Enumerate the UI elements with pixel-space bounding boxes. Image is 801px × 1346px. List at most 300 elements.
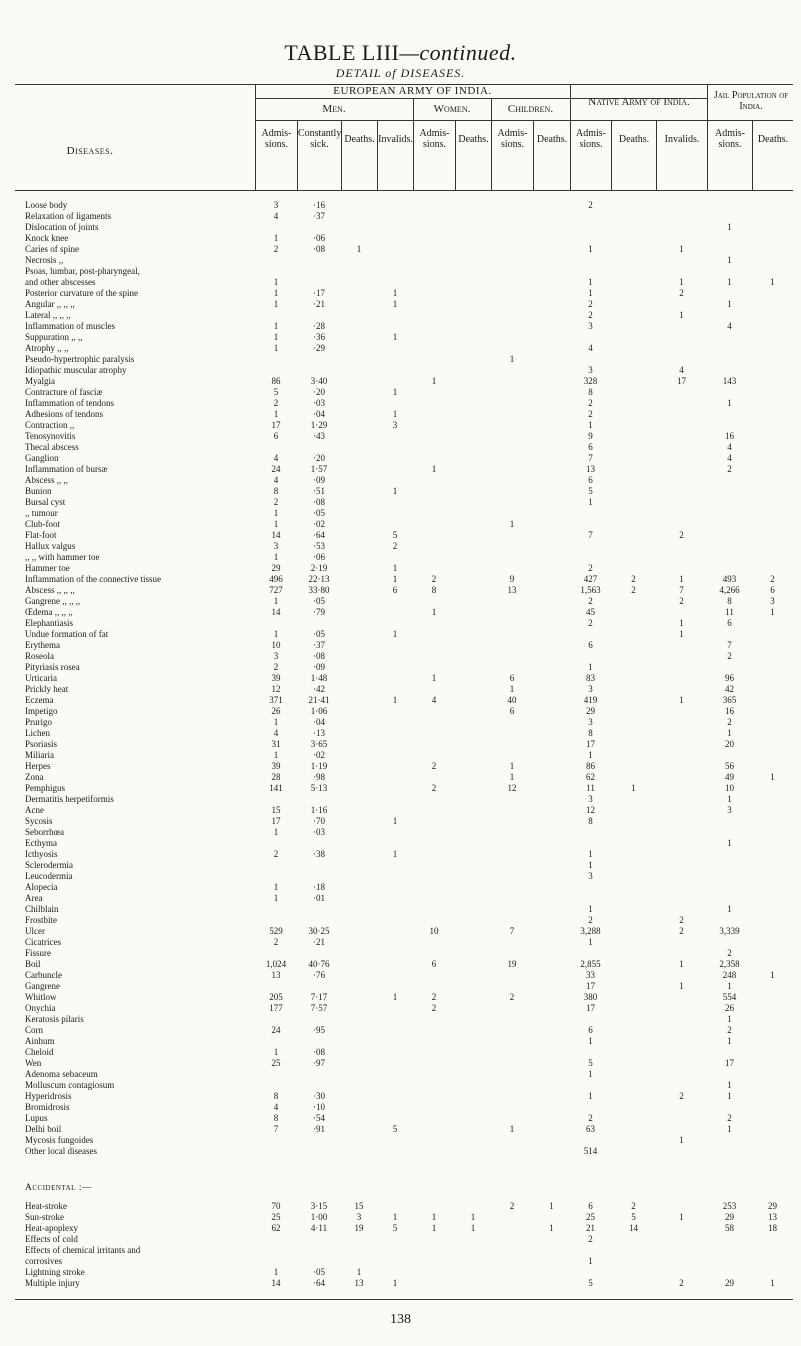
row-cell: 2 <box>727 1113 732 1123</box>
row-cell: ·42 <box>313 684 325 694</box>
row-label: Inflammation of bursæ <box>25 464 108 474</box>
row-cell: 1 <box>770 1278 775 1288</box>
row-cell: 7 <box>727 640 732 650</box>
row-cell: 3·65 <box>310 739 328 749</box>
accident-row <box>15 1256 793 1267</box>
row-cell: 1 <box>631 783 636 793</box>
row-cell: 514 <box>583 1146 598 1156</box>
row-cell: 1 <box>727 904 732 914</box>
row-cell: ·16 <box>313 200 325 210</box>
row-label: Hammer toe <box>25 563 70 573</box>
row-cell: ·05 <box>313 1267 325 1277</box>
table-row <box>15 453 793 464</box>
row-cell: 1 <box>356 1267 362 1277</box>
row-cell: 19 <box>507 959 517 969</box>
row-cell: 17 <box>271 816 281 826</box>
table-row <box>15 893 793 904</box>
table-row <box>15 1058 793 1069</box>
row-cell: 14 <box>271 530 281 540</box>
row-label: Elephantiasis <box>25 618 73 628</box>
row-cell: ·06 <box>313 233 325 243</box>
row-cell: 141 <box>269 783 283 793</box>
row-cell: 2 <box>509 1201 515 1211</box>
row-cell: 8 <box>588 387 593 397</box>
row-cell: 6 <box>588 442 593 452</box>
row-cell: 29 <box>725 1278 734 1288</box>
men-heading: Men. <box>322 103 346 115</box>
row-cell: 1 <box>273 1047 279 1057</box>
row-cell: ·01 <box>313 893 325 903</box>
row-label: Undue formation of fat <box>25 629 109 639</box>
men-admissions-heading: Admis-sions. <box>261 128 292 150</box>
row-cell: ·64 <box>313 530 325 540</box>
row-cell: 529 <box>269 926 283 936</box>
table-row <box>15 1014 793 1025</box>
row-cell: 2 <box>679 1278 684 1288</box>
row-cell: 1 <box>431 607 437 617</box>
row-cell: 3 <box>356 1212 362 1222</box>
row-cell: 1 <box>679 959 684 969</box>
row-cell: ·08 <box>313 651 325 661</box>
row-cell: 2 <box>727 464 732 474</box>
row-cell: 5 <box>273 387 279 397</box>
row-label: Ecthyma <box>25 838 57 848</box>
row-cell: 727 <box>269 585 283 595</box>
row-label: Angular ,, ,, ,, <box>25 299 75 309</box>
row-cell: 14 <box>271 607 281 617</box>
row-cell: 1·06 <box>310 706 328 716</box>
row-cell: 25 <box>271 1212 281 1222</box>
row-cell: 3·40 <box>310 376 328 386</box>
row-cell: 96 <box>725 673 734 683</box>
row-cell: 2 <box>679 1091 684 1101</box>
table-row <box>15 332 793 343</box>
row-cell: 1 <box>431 464 437 474</box>
row-cell: 6 <box>727 618 732 628</box>
row-label: Caries of spine <box>25 244 79 254</box>
row-cell: 16 <box>725 706 734 716</box>
row-cell: 2 <box>588 596 593 606</box>
row-cell: 5 <box>392 1124 398 1134</box>
row-label: Abscess ,, ,, <box>25 475 68 485</box>
row-cell: 33·80 <box>308 585 330 595</box>
table-row <box>15 1135 793 1146</box>
row-cell: 1 <box>588 497 593 507</box>
row-cell: 2 <box>727 948 732 958</box>
table-row <box>15 827 793 838</box>
row-cell: 1 <box>588 420 593 430</box>
table-row <box>15 486 793 497</box>
row-cell: 253 <box>722 1201 737 1211</box>
children-deaths-heading: Deaths. <box>536 134 568 145</box>
row-label: Necrosis ,, <box>25 255 64 265</box>
row-cell: 29 <box>586 706 595 716</box>
row-cell: ·29 <box>313 343 325 353</box>
row-cell: 49 <box>725 772 734 782</box>
row-cell: 6 <box>588 1025 593 1035</box>
row-cell: 1 <box>727 1014 732 1024</box>
row-label: Icthyosis <box>25 849 58 859</box>
row-cell: ·53 <box>313 541 325 551</box>
row-cell: 1 <box>727 838 732 848</box>
row-cell: 1 <box>679 695 684 705</box>
row-cell: 2 <box>631 1201 636 1211</box>
row-cell: 1 <box>588 904 593 914</box>
row-cell: 3 <box>588 321 593 331</box>
row-cell: 5 <box>588 486 593 496</box>
row-cell: 2 <box>588 915 593 925</box>
row-cell: ·38 <box>313 849 325 859</box>
row-cell: ·09 <box>313 662 325 672</box>
row-cell: 14 <box>629 1223 638 1233</box>
row-cell: ·04 <box>313 717 325 727</box>
row-cell: 6 <box>588 1201 593 1211</box>
table-row <box>15 728 793 739</box>
table-row <box>15 838 793 849</box>
row-cell: 1 <box>273 299 279 309</box>
row-cell: 2 <box>431 761 437 771</box>
row-cell: 18 <box>768 1223 777 1233</box>
row-cell: ·05 <box>313 596 325 606</box>
row-cell: 12 <box>507 783 517 793</box>
row-label: Cicatrices <box>25 937 61 947</box>
row-label: Gangrene <box>25 981 60 991</box>
row-label: Dermatitis herpetiformis <box>25 794 114 804</box>
row-cell: 2 <box>509 992 515 1002</box>
row-cell: 17 <box>725 1058 734 1068</box>
row-cell: ·05 <box>313 629 325 639</box>
row-label: Bunion <box>25 486 52 496</box>
row-label: Sclerodermia <box>25 860 73 870</box>
row-cell: ·08 <box>313 497 325 507</box>
row-cell: 6 <box>588 640 593 650</box>
row-cell: 1 <box>273 882 279 892</box>
row-cell: 365 <box>722 695 737 705</box>
row-label: Adenoma sebaceum <box>25 1069 98 1079</box>
row-cell: 1 <box>727 1124 732 1134</box>
row-cell: 5 <box>588 1058 593 1068</box>
row-cell: 10 <box>725 783 734 793</box>
row-label: Pityriasis rosea <box>25 662 80 672</box>
row-cell: 1 <box>273 519 279 529</box>
row-cell: 496 <box>269 574 283 584</box>
row-cell: 15 <box>354 1201 364 1211</box>
page-subtitle: DETAIL of DISEASES. <box>335 66 466 80</box>
row-cell: 1 <box>679 277 684 287</box>
row-cell: 1 <box>588 1091 593 1101</box>
row-label: Inflammation of muscles <box>25 321 115 331</box>
row-cell: 2 <box>392 541 398 551</box>
row-label: Miliaria <box>25 750 54 760</box>
row-label: Pemphigus <box>25 783 66 793</box>
table-row <box>15 1025 793 1036</box>
row-label: Keratosis pilaris <box>25 1014 84 1024</box>
row-cell: 31 <box>271 739 281 749</box>
row-label: Ganglion <box>25 453 59 463</box>
table-row <box>15 871 793 882</box>
row-cell: 17 <box>586 1003 595 1013</box>
row-cell: 21 <box>586 1223 595 1233</box>
row-cell: 1 <box>679 310 684 320</box>
row-cell: 30·25 <box>308 926 330 936</box>
children-admissions-heading: Admis-sions. <box>497 128 528 150</box>
row-cell: 1 <box>392 409 398 419</box>
row-cell: 1 <box>588 849 593 859</box>
row-cell: ·18 <box>313 882 325 892</box>
row-cell: 2 <box>588 1234 593 1244</box>
row-cell: ·02 <box>313 750 325 760</box>
row-label: Onychia <box>25 1003 56 1013</box>
row-cell: 4 <box>431 695 437 705</box>
row-cell: 1 <box>588 1256 593 1266</box>
row-cell: 7 <box>588 453 593 463</box>
row-cell: ·05 <box>313 508 325 518</box>
row-label: and other abscesses <box>25 277 96 287</box>
table-row <box>15 541 793 552</box>
accident-row <box>15 1245 793 1256</box>
row-cell: 1 <box>727 728 732 738</box>
table-row <box>15 849 793 860</box>
table-row <box>15 200 793 211</box>
row-cell: 1 <box>727 255 732 265</box>
row-cell: 3·15 <box>310 1201 328 1211</box>
row-cell: 24 <box>271 464 281 474</box>
table-row <box>15 211 793 222</box>
row-cell: 42 <box>725 684 734 694</box>
row-cell: 1 <box>509 684 515 694</box>
accident-row <box>15 1212 793 1223</box>
row-cell: 2 <box>631 585 636 595</box>
row-cell: 1·00 <box>310 1212 328 1222</box>
row-cell: 1 <box>770 607 775 617</box>
row-cell: 33 <box>586 970 595 980</box>
accident-row <box>15 1223 793 1234</box>
row-label: Loose body <box>25 200 68 210</box>
women-admissions-heading: Admis-sions. <box>419 128 450 150</box>
row-cell: 4 <box>679 365 684 375</box>
row-cell: 1 <box>273 332 279 342</box>
row-label: Relaxation of ligaments <box>25 211 111 221</box>
row-cell: 1 <box>509 772 515 782</box>
row-cell: 1 <box>509 1124 515 1134</box>
row-cell: 1 <box>727 794 732 804</box>
row-label: Wen <box>25 1058 42 1068</box>
row-cell: 4·11 <box>310 1223 328 1233</box>
row-cell: 7·57 <box>310 1003 328 1013</box>
row-cell: 1 <box>431 376 437 386</box>
row-cell: 1 <box>770 772 775 782</box>
row-cell: 6 <box>392 585 398 595</box>
row-cell: 1 <box>392 1212 398 1222</box>
row-label: Lightning stroke <box>25 1267 85 1277</box>
row-label: Contracture of fasciæ <box>25 387 103 397</box>
row-cell: 2 <box>431 992 437 1002</box>
row-cell: ·54 <box>313 1113 325 1123</box>
row-cell: ·30 <box>313 1091 325 1101</box>
row-cell: 1 <box>679 618 684 628</box>
row-cell: 86 <box>586 761 595 771</box>
row-cell: ·13 <box>313 728 325 738</box>
row-cell: 2 <box>770 574 775 584</box>
row-label: Effects of cold <box>25 1234 78 1244</box>
row-cell: 1 <box>392 486 398 496</box>
row-cell: ·21 <box>313 937 325 947</box>
row-label: Alopecia <box>25 882 58 892</box>
row-cell: ·70 <box>313 816 325 826</box>
row-cell: 4 <box>273 728 279 738</box>
row-cell: 4 <box>273 211 279 221</box>
row-cell: 4 <box>727 321 732 331</box>
row-cell: 13 <box>271 970 281 980</box>
row-cell: 1 <box>727 277 732 287</box>
men-constantly-sick-heading: Constantly sick. <box>298 128 342 150</box>
table-row <box>15 398 793 409</box>
row-cell: 3 <box>273 200 279 210</box>
row-label: Prickly heat <box>25 684 69 694</box>
row-cell: 1 <box>549 1201 554 1211</box>
row-cell: 1 <box>679 629 684 639</box>
row-cell: 6 <box>431 959 437 969</box>
table-row <box>15 530 793 541</box>
row-label: Corn <box>25 1025 43 1035</box>
table-row <box>15 376 793 387</box>
table-row <box>15 310 793 321</box>
children-heading: Children. <box>507 103 554 115</box>
row-label: Sun-stroke <box>25 1212 64 1222</box>
row-cell: 3 <box>273 541 279 551</box>
row-cell: 2 <box>431 1003 437 1013</box>
table-row <box>15 266 793 277</box>
table-bottom-rule <box>15 1299 793 1300</box>
row-cell: ·20 <box>313 387 325 397</box>
row-cell: 1·16 <box>310 805 328 815</box>
row-cell: 29 <box>768 1201 777 1211</box>
row-cell: 1 <box>392 563 398 573</box>
row-label: Idiopathic muscular atrophy <box>25 365 127 375</box>
row-cell: 39 <box>271 673 281 683</box>
page-number: 138 <box>390 1312 411 1327</box>
table-row <box>15 1080 793 1091</box>
row-label: Impetigo <box>25 706 58 716</box>
row-cell: 1 <box>588 1036 593 1046</box>
table-row <box>15 596 793 607</box>
table-row <box>15 299 793 310</box>
row-cell: 11 <box>725 607 734 617</box>
row-cell: 17 <box>586 739 595 749</box>
row-cell: 3 <box>588 365 593 375</box>
native-army-heading: Native Army of India. <box>588 96 690 108</box>
women-heading: Women. <box>433 103 471 115</box>
row-cell: 63 <box>586 1124 595 1134</box>
row-cell: 1 <box>431 1212 437 1222</box>
row-cell: ·21 <box>313 299 325 309</box>
row-cell: 7 <box>509 926 515 936</box>
row-cell: ·91 <box>313 1124 325 1134</box>
table-row <box>15 1069 793 1080</box>
row-cell: 4 <box>273 475 279 485</box>
row-cell: 17 <box>677 376 686 386</box>
row-cell: ·10 <box>313 1102 325 1112</box>
row-cell: 1 <box>588 1069 593 1079</box>
row-cell: 16 <box>725 431 734 441</box>
row-cell: 2 <box>588 1113 593 1123</box>
row-label: Gangrene ,, ,, ,, <box>25 596 81 606</box>
row-cell: ·79 <box>313 607 325 617</box>
row-cell: 1 <box>273 552 279 562</box>
row-cell: 22·13 <box>308 574 330 584</box>
european-army-heading: EUROPEAN ARMY OF INDIA. <box>333 85 492 97</box>
table-row <box>15 970 793 981</box>
table-row <box>15 662 793 673</box>
table-row <box>15 354 793 365</box>
row-cell: 7·17 <box>310 992 328 1002</box>
row-cell: 143 <box>722 376 737 386</box>
row-cell: 1 <box>727 222 732 232</box>
row-cell: 2 <box>588 299 593 309</box>
row-cell: 2,855 <box>580 959 601 969</box>
page-title: TABLE LIII—continued. <box>284 40 517 65</box>
table-row <box>15 981 793 992</box>
table-row <box>15 640 793 651</box>
row-cell: 3 <box>588 717 593 727</box>
row-cell: 2 <box>679 288 684 298</box>
row-cell: 10 <box>429 926 439 936</box>
row-cell: 493 <box>722 574 737 584</box>
row-cell: 1 <box>273 629 279 639</box>
row-cell: 1 <box>273 717 279 727</box>
row-cell: 6 <box>588 475 593 485</box>
row-cell: 8 <box>273 1091 279 1101</box>
table-row <box>15 508 793 519</box>
table-header <box>15 84 793 190</box>
row-cell: 2 <box>679 915 684 925</box>
row-label: Prurigo <box>25 717 52 727</box>
table-row <box>15 794 793 805</box>
row-cell: 29 <box>271 563 281 573</box>
table-row <box>15 783 793 794</box>
table-row <box>15 860 793 871</box>
row-cell: ·03 <box>313 827 325 837</box>
row-cell: ·97 <box>313 1058 325 1068</box>
table-row <box>15 805 793 816</box>
row-label: Lateral ,, ,, ,, <box>25 310 71 320</box>
row-label: Lichen <box>25 728 50 738</box>
table-row <box>15 915 793 926</box>
row-label: Abscess ,, ,, ,, <box>25 585 75 595</box>
row-cell: 1·57 <box>310 464 328 474</box>
row-label: Pseudo-hypertrophic paralysis <box>25 354 135 364</box>
row-cell: 177 <box>269 1003 283 1013</box>
table-row <box>15 618 793 629</box>
row-cell: 24 <box>271 1025 281 1035</box>
row-label: Acne <box>25 805 44 815</box>
table-row <box>15 1124 793 1135</box>
row-cell: 9 <box>588 431 593 441</box>
row-label: Psoriasis <box>25 739 58 749</box>
accident-row <box>15 1234 793 1245</box>
row-cell: 2·19 <box>310 563 328 573</box>
row-cell: ·76 <box>313 970 325 980</box>
row-cell: 17 <box>586 981 595 991</box>
jail-admissions-heading: Admis-sions. <box>715 128 745 150</box>
row-cell: ·36 <box>313 332 325 342</box>
men-invalids-heading: Invalids. <box>378 134 413 145</box>
row-cell: 2 <box>727 651 732 661</box>
row-cell: 70 <box>271 1201 281 1211</box>
row-cell: 2 <box>679 926 684 936</box>
row-cell: ·51 <box>313 486 325 496</box>
row-cell: 1 <box>273 827 279 837</box>
